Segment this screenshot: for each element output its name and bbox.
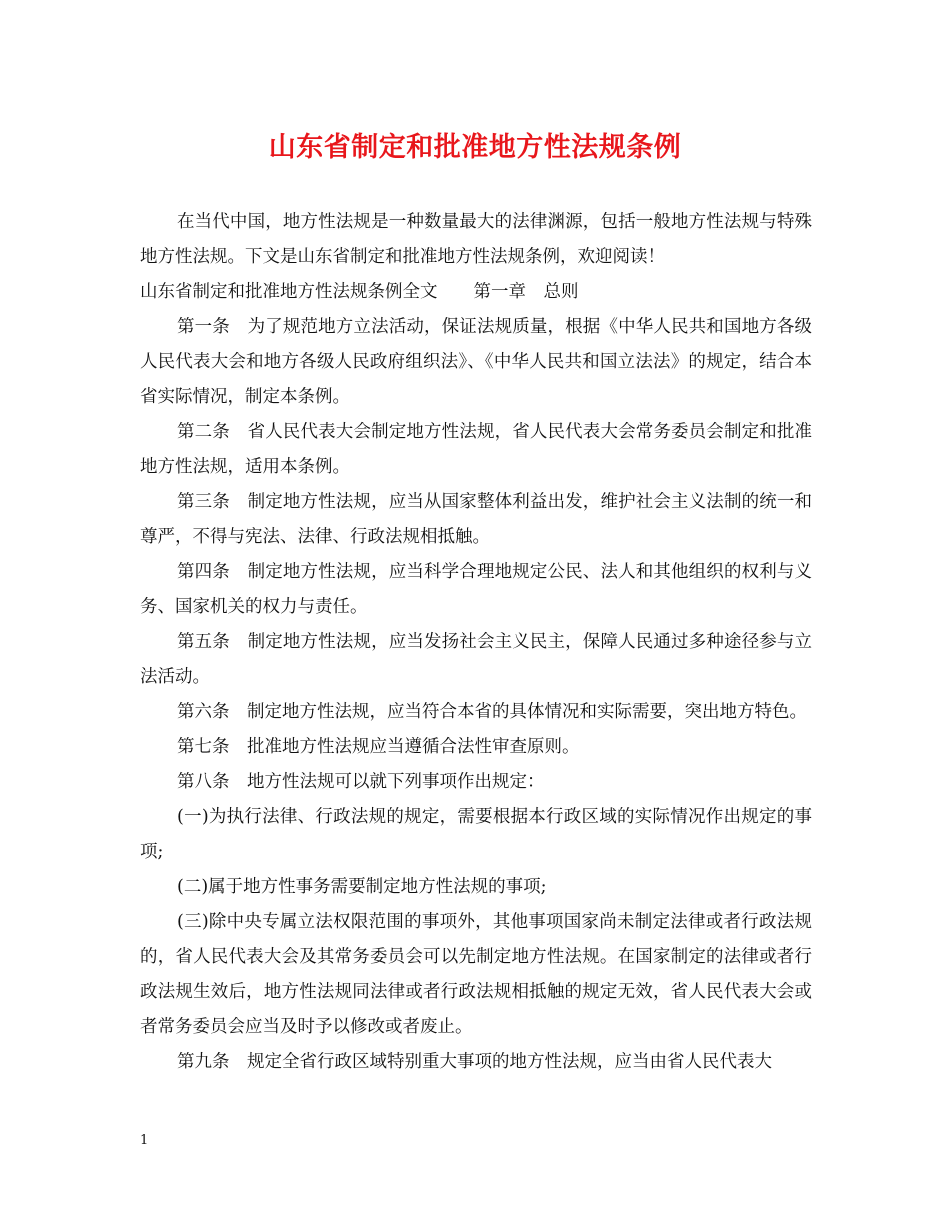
document-body [140, 205, 812, 1080]
list-item: (二)属于地方性事务需要制定地方性法规的事项; [177, 877, 547, 897]
article-paragraph [140, 555, 812, 625]
article-text: 制定地方性法规，应当从国家整体利益出发，维护社会主义法制的统一和尊严，不得与宪法、法律、行政法规相抵触。 [140, 492, 813, 547]
article-number: 第一条 [177, 317, 230, 337]
article-number: 第五条 [177, 632, 230, 652]
chapter-heading: 第一章 总则 [473, 282, 579, 302]
fulltext-heading: 山东省制定和批准地方性法规条例全文 [140, 282, 438, 302]
article-paragraph [140, 765, 812, 800]
article-text: 地方性法规可以就下列事项作出规定： [247, 772, 545, 792]
article-paragraph [140, 1045, 812, 1080]
article-number: 第四条 [177, 562, 230, 582]
article-number: 第三条 [177, 492, 230, 512]
article-text: 规定全省行政区域特别重大事项的地方性法规，应当由省人民代表大 [247, 1052, 772, 1072]
heading-line [140, 275, 812, 310]
article-text: 制定地方性法规，应当符合本省的具体情况和实际需要，突出地方特色。 [247, 702, 807, 722]
article-paragraph [140, 695, 812, 730]
article-paragraph [140, 310, 812, 415]
article-number: 第九条 [177, 1052, 230, 1072]
article-number: 第七条 [177, 737, 230, 757]
page-number: 1 [140, 1133, 149, 1148]
document-title: 山东省制定和批准地方性法规条例 [268, 132, 682, 163]
article-paragraph [140, 415, 812, 485]
article-number: 第八条 [177, 772, 230, 792]
article-text: 制定地方性法规，应当发扬社会主义民主，保障人民通过多种途径参与立法活动。 [140, 632, 813, 687]
intro-paragraph: 在当代中国，地方性法规是一种数量最大的法律渊源，包括一般地方性法规与特殊地方性法规。下文是山东省制定和批准地方性法规条例，欢迎阅读！ [140, 212, 812, 267]
list-item: (一)为执行法律、行政法规的规定，需要根据本行政区域的实际情况作出规定的事项; [140, 807, 812, 862]
article-text: 省人民代表大会制定地方性法规，省人民代表大会常务委员会制定和批准地方性法规，适用本条例。 [140, 422, 813, 477]
article-text: 制定地方性法规，应当科学合理地规定公民、法人和其他组织的权利与义务、国家机关的权力与责任。 [140, 562, 813, 617]
article-paragraph [140, 625, 812, 695]
article-paragraph [140, 730, 812, 765]
article-paragraph [140, 485, 812, 555]
list-item: (三)除中央专属立法权限范围的事项外，其他事项国家尚未制定法律或者行政法规的，省人民代表大会及其常务委员会可以先制定地方性法规。在国家制定的法律或者行政法规生效后，地方性法规同法律或者行政法规相抵触的规定无效，省人民代表大会或者常务委员会应当及时予以修改或者废止。 [140, 912, 812, 1037]
article-text: 批准地方性法规应当遵循合法性审查原则。 [247, 737, 580, 757]
article-number: 第六条 [177, 702, 230, 722]
article-text: 为了规范地方立法活动，保证法规质量，根据《中华人民共和国地方各级人民代表大会和地方各级人民政府组织法》、《中华人民共和国立法法》的规定，结合本省实际情况，制定本条例。 [140, 317, 813, 407]
article-number: 第二条 [177, 422, 230, 442]
